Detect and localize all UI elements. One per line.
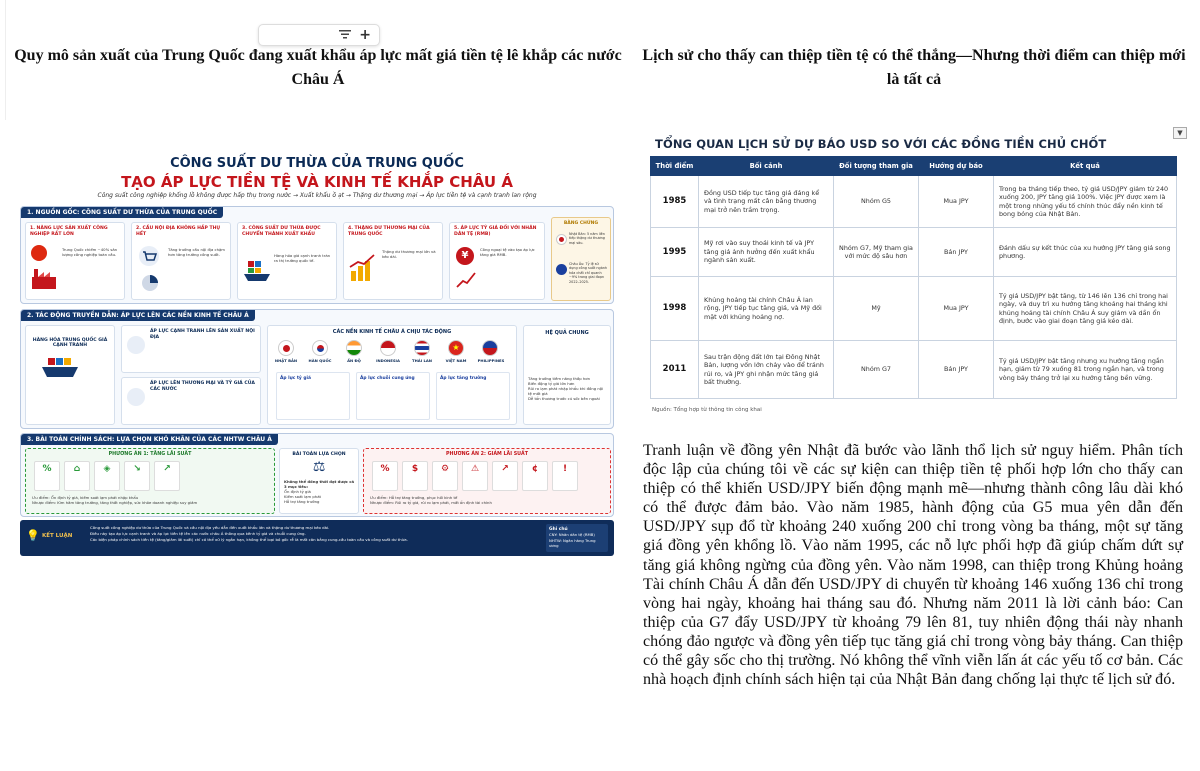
dilemma-box xyxy=(279,448,359,514)
impact-col-title: Áp lực tăng trưởng xyxy=(440,376,487,381)
impact-col xyxy=(276,372,350,420)
vietnam-flag-icon: ★ xyxy=(448,340,464,356)
section-origin-title: 1. NGUỒN GỐC: CÔNG SUẤT DƯ THỪA CỦA TRUNG QUỐC xyxy=(21,207,223,218)
cell-direction: Mua JPY xyxy=(919,277,994,341)
plus-icon[interactable]: + xyxy=(359,27,371,43)
history-table-image xyxy=(646,127,1190,419)
philippines-flag-icon xyxy=(482,340,498,356)
option-raise-pro: Ưu điểm: Ổn định tỷ giá, kiềm soát lạm phát nhập khẩu xyxy=(32,495,139,500)
factory-icon xyxy=(30,267,58,289)
cell-direction: Bán JPY xyxy=(919,341,994,399)
origin-card-title: 4. THẶNG DƯ THƯƠNG MẠI CỦA TRUNG QUỐC xyxy=(348,226,430,237)
conclusion-label: KẾT LUẬN xyxy=(42,533,73,539)
pressure-domestic-title: ÁP LỰC CẠNH TRANH LÊN SẢN XUẤT NỘI ĐỊA xyxy=(150,329,255,340)
coin-icon: ¢ xyxy=(522,461,548,491)
upward-chart-icon xyxy=(456,271,476,289)
section-origin xyxy=(20,206,614,304)
origin-card-text: Hàng hóa giá cạnh tranh tràn ra thị trường quốc tế. xyxy=(274,253,331,263)
history-table xyxy=(650,156,1177,399)
infographic-title-2: TẠO ÁP LỰC TIỀN TỆ VÀ KINH TẾ KHẮP CHÂU Á xyxy=(121,173,513,191)
origin-card-text: Tăng trưởng cầu nội địa chậm hơn tăng trưởng công suất. xyxy=(168,247,226,257)
consequence-item: Tăng trưởng tiềm năng thấp hơn xyxy=(528,376,590,381)
conclusion-line: Các biện pháp chính sách tiền tệ (tăng/giảm lãi suất) chỉ có thể xử lý ngắn hạn, không thể loại bỏ gốc rễ là mất cân bằng cung-cầu toàn cầu và công suất dư thừa. xyxy=(90,537,408,542)
evidence-box xyxy=(551,217,611,301)
origin-card xyxy=(25,222,125,300)
pressure-domestic-box xyxy=(121,325,261,373)
table-header: Hướng dự báo xyxy=(919,157,994,176)
conclusion-text xyxy=(90,525,530,543)
notes-box xyxy=(546,524,608,552)
chevron-down-icon[interactable]: ▼ xyxy=(1173,127,1187,139)
origin-card xyxy=(131,222,231,300)
japan-flag-icon xyxy=(556,234,567,245)
balance-scale-icon: ⚖ xyxy=(312,459,326,475)
cell-result: Trong ba tháng tiếp theo, tỷ giá USD/JPY giảm từ 240 xuống 200, JPY tăng giá 100%. Việc JPY được xem là một trong những yếu tố chính thúc đẩy nền kinh tế bong bóng của Nhật Bản. xyxy=(994,176,1177,228)
origin-card-text: Công ngoại tệ vào tạo áp lực tăng giá RMB. xyxy=(480,247,535,257)
table-header: Thời điểm xyxy=(651,157,699,176)
cart-icon xyxy=(138,245,160,267)
origin-card-title: 2. CẦU NỘI ĐỊA KHÔNG HẤP THỤ HẾT xyxy=(136,226,221,237)
china-flag-icon xyxy=(31,245,47,261)
table-title: TỔNG QUAN LỊCH SỬ DỰ BÁO USD SO VỚI CÁC ĐỒNG TIỀN CHỦ CHỐT xyxy=(655,137,1107,151)
chart-up-icon: ↗ xyxy=(154,461,180,491)
bike-icon: ⚙ xyxy=(432,461,458,491)
cargo-ship-icon xyxy=(40,356,80,380)
india-flag-icon xyxy=(346,340,362,356)
option-raise-con: Nhược điểm: Kìm hãm tăng trưởng, tăng thất nghiệp, sức khỏe doanh nghiệp suy giảm xyxy=(32,500,198,505)
impact-col xyxy=(436,372,510,420)
table-row xyxy=(651,176,1177,228)
economies-title: CÁC NỀN KINH TẾ CHÂU Á CHỊU TÁC ĐỘNG xyxy=(332,329,452,335)
korea-flag-icon xyxy=(312,340,328,356)
table-header-row xyxy=(651,157,1177,176)
cell-result: Đánh dấu sự kết thúc của xu hướng JPY tăng giá song phương. xyxy=(994,228,1177,277)
option-cut-pro: Ưu điểm: Hỗ trợ tăng trưởng, phục hồi kinh tế xyxy=(370,495,458,500)
country-label: THÁI LAN xyxy=(412,358,432,363)
cell-direction: Mua JPY xyxy=(919,176,994,228)
table-row xyxy=(651,341,1177,399)
chart-up-icon: ↗ xyxy=(492,461,518,491)
money-icon: $ xyxy=(402,461,428,491)
infographic-subtitle: Công suất công nghiệp khổng lồ không được hấp thụ trong nước → Xuất khẩu ồ ạt → Thặng dư thương mại → Áp lực tiền tệ và cạnh tranh lan rộng xyxy=(97,192,537,199)
impact-col-title: Áp lực tỷ giá xyxy=(280,376,311,381)
section-policy-title: 3. BÀI TOÁN CHÍNH SÁCH: LỰA CHỌN KHÓ KHĂN CỦA CÁC NHTW CHÂU Á xyxy=(21,434,278,445)
cell-result: Tỷ giá USD/JPY bật tăng nhưng xu hướng tăng ngắn hạn, giảm từ 79 xuống 81 trong ngắn hạn, và trong vòng bảy tháng trở lại xu hướng tăng bền vững. xyxy=(994,341,1177,399)
origin-card-text: Trung Quốc chiếm ~40% sản lượng công nghiệp toàn cầu. xyxy=(62,247,118,257)
option-cut-title: PHƯƠNG ÁN 2: GIẢM LÃI SUẤT xyxy=(445,452,529,457)
note-item: NHTW: Ngân hàng Trung ương xyxy=(549,537,596,549)
infographic-title: CÔNG SUẤT DƯ THỪA CỦA TRUNG QUỐC xyxy=(170,156,464,171)
pressure-trade-box xyxy=(121,377,261,425)
chart-down-icon: ↘ xyxy=(124,461,150,491)
cell-context: Sau trận động đất lớn tại Đông Nhật Bản, lượng vốn lớn chảy vào để tránh rủi ro, và JPY ghi nhận mức tăng giá bất thường. xyxy=(699,341,834,399)
table-header: Bối cảnh xyxy=(699,157,834,176)
section-transmission-title: 2. TÁC ĐỘNG TRUYỀN DẪN: ÁP LỰC LÊN CÁC NỀN KINH TẾ CHÂU Á xyxy=(21,310,255,321)
option-cut-con: Nhược điểm: Rủi ro tỷ giá, rủi ro lạm phát, mất ổn định tài chính xyxy=(370,500,492,505)
left-edge-strip xyxy=(0,0,6,120)
left-heading: Quy mô sản xuất của Trung Quốc đang xuất khẩu áp lực mất giá tiền tệ lê khắp các nước Châu Á xyxy=(14,47,622,88)
cell-year: 2011 xyxy=(651,341,699,399)
note-item: CNY: Nhân dân tệ (RMB) xyxy=(549,532,595,538)
option-cut-notes xyxy=(370,495,606,505)
country-label: ẤN ĐỘ xyxy=(347,358,361,363)
percent-icon: % xyxy=(372,461,398,491)
country-label: NHẬT BẢN xyxy=(274,358,298,363)
shield-icon: ◈ xyxy=(94,461,120,491)
dilemma-item: Ổn định tỷ giá xyxy=(284,489,311,494)
body-paragraph: Tranh luận về đồng yên Nhật đã bước vào lãnh thổ lịch sử nguy hiểm. Phân tích độc lập của chúng tôi về các sự kiện can thiệp tiền tệ phối hợp lớn cho thấy can thiệp có thể khiến USD/JPY biến động mạnh mẽ—nhưng thành công lâu dài khó có thể được đảm bảo. Vào năm 1985, hành động của G5 mua yên dẫn đến USD/JPY sụp đổ từ khoảng 240 xuống 200 chỉ trong vòng ba tháng, một sự tăng giá đồng yên khổng lồ. Vào năm 1995, các nỗ lực phối hợp đã giúp chấm dứt sự tăng giá không ngừng của đồng yên. Vào năm 1998, can thiệp trong Khủng hoảng Tài chính Châu Á dẫn đến USD/JPY di chuyển từ khoảng 146 xuống 136 chỉ trong vòng hai ngày, khoảng hai tháng sau đó. Nhưng năm 2011 là lời cảnh báo: Can thiệp của G7 đẩy USD/JPY từ khoảng 79 lên 81, tuy nhiên động thái này nhanh chóng đảo ngược và đồng yên tiếp tục tăng giá chỉ trong vòng bảy tháng. Can thiệp có thể gây sốc cho thị trường. Nó không thể vĩnh viễn lấn át các yếu tố cơ bản. Các nhà hoạch định chính sách hiện tại của Nhật Bản đang chống lại thực tế lịch sử đó. xyxy=(643,442,1183,689)
origin-card xyxy=(449,222,545,300)
consequences-box xyxy=(523,325,611,425)
dilemma-item: Kiềm soát lạm phát xyxy=(284,494,322,499)
cell-direction: Bán JPY xyxy=(919,228,994,277)
option-raise-rates xyxy=(25,448,275,514)
table-row xyxy=(651,228,1177,277)
chinese-goods-label: HÀNG HÓA TRUNG QUỐC GIÁ CẠNH TRANH xyxy=(32,338,108,348)
alert-icon: ! xyxy=(552,461,578,491)
cell-context: Đồng USD tiếp tục tăng giá đáng kể và tình trạng mất cân bằng thương mại trở nên trầm trọng. xyxy=(699,176,834,228)
eu-flag-icon xyxy=(556,264,567,275)
evidence-japan: Nhật Bản: 5 năm liên tiếp thặng dư thương mại sâu. xyxy=(569,232,605,245)
cell-context: Khủng hoảng tài chính Châu Á lan rộng, JPY tiếp tục tăng giá, và Mỹ đối mặt với khủng hoảng nợ. xyxy=(699,277,834,341)
cell-year: 1985 xyxy=(651,176,699,228)
table-header: Kết quả xyxy=(994,157,1177,176)
impact-col-title: Áp lực chuỗi cung ứng xyxy=(360,376,415,381)
table-row xyxy=(651,277,1177,341)
conclusion-line: Công suất công nghiệp dư thừa của Trung Quốc và cầu nội địa yếu dẫn đến xuất khẩu lớn và thặng dư thương mại kéo dài. xyxy=(90,525,330,530)
cell-participants: Nhóm G7, Mỹ tham gia với mức độ sâu hơn xyxy=(834,228,919,277)
pressure-trade-title: ÁP LỰC LÊN THƯƠNG MẠI VÀ TỶ GIÁ CỦA CÁC NƯỚC xyxy=(150,381,255,392)
cell-participants: Nhóm G7 xyxy=(834,341,919,399)
coins-chart-icon xyxy=(348,253,378,283)
option-raise-title: PHƯƠNG ÁN 1: TĂNG LÃI SUẤT xyxy=(108,452,192,457)
percent-icon: % xyxy=(34,461,60,491)
country-label: INDONESIA xyxy=(376,358,400,363)
origin-card-title: 1. NĂNG LỰC SẢN XUẤT CÔNG NGHIỆP RẤT LỚN xyxy=(30,226,108,237)
warning-icon: ⚠ xyxy=(462,461,488,491)
consequences-title: HỆ QUẢ CHUNG xyxy=(545,330,589,336)
origin-card xyxy=(237,222,337,300)
notes-title: Ghi chú xyxy=(549,527,568,532)
origin-card xyxy=(343,222,443,300)
economies-box xyxy=(267,325,517,425)
right-heading: Lịch sử cho thấy can thiệp tiền tệ có thể thắng—Nhưng thời điểm can thiệp mới là tất cả xyxy=(642,47,1186,88)
conclusion-bar xyxy=(20,520,614,556)
origin-card-title: 3. CÔNG SUẤT DƯ THỪA ĐƯỢC CHUYỂN THÀNH XUẤT KHẨU xyxy=(242,226,321,237)
section-transmission xyxy=(20,309,614,429)
option-cut-rates xyxy=(363,448,611,514)
cell-participants: Mỹ xyxy=(834,277,919,341)
yuan-icon: ¥ xyxy=(456,247,474,265)
consequence-item: Dễ tổn thương trước cú sốc bên ngoài xyxy=(528,396,600,401)
scale-pressure-icon xyxy=(127,388,145,406)
consequence-item: Rủi ro lạm phát nhập khẩu khi đồng nội tệ mất giá xyxy=(528,386,604,396)
factory-pressure-icon xyxy=(127,336,145,354)
indonesia-flag-icon xyxy=(380,340,396,356)
table-source: Nguồn: Tổng hợp từ thông tin công khai xyxy=(652,407,762,413)
japan-flag-icon xyxy=(278,340,294,356)
cell-participants: Nhóm G5 xyxy=(834,176,919,228)
dilemma-item: Hỗ trợ tăng trưởng xyxy=(284,499,320,504)
section-policy xyxy=(20,433,614,517)
cell-result: Tỷ giá USD/JPY bật tăng, từ 146 lên 136 chỉ trong hai ngày, và duy trì xu hướng tăng khoảng hai tháng khi khủng hoảng tài chính Châu Á suy giảm và dần ổn định, bước vào giai đoạn tăng giá kéo dài. xyxy=(994,277,1177,341)
conclusion-line: Điều này tạo áp lực cạnh tranh và áp lực tiền tệ lên các nước châu Á thông qua kênh tỷ giá và chuỗi cung ứng. xyxy=(90,531,306,536)
cell-year: 1995 xyxy=(651,228,699,277)
dilemma-title: BÀI TOÁN LỰA CHỌN xyxy=(292,452,346,457)
chinese-goods-box xyxy=(25,325,115,425)
origin-card-text: Thặng dư thương mại lớn và kéo dài. xyxy=(382,249,436,259)
dilemma-intro: Không thể đồng thời đạt được cả 3 mục tiêu: xyxy=(284,479,355,489)
consequences-list xyxy=(528,376,607,401)
impact-col xyxy=(356,372,430,420)
thailand-flag-icon xyxy=(414,340,430,356)
country-label: VIỆT NAM xyxy=(445,358,467,363)
evidence-title: BẰNG CHỨNG xyxy=(563,221,599,226)
table-header: Đối tượng tham gia xyxy=(834,157,919,176)
evidence-europe: Châu Âu: Tỷ lệ sử dụng công suất ngành hóa chất chỉ quanh ~9% trong giai đoạn 2022–2025. xyxy=(569,262,608,284)
consequence-item: Biến động tỷ giá lớn hơn xyxy=(528,381,575,386)
sort-lines-icon[interactable] xyxy=(339,28,351,43)
country-label: HÀN QUỐC xyxy=(308,358,332,363)
origin-card-title: 5. ÁP LỰC TỶ GIÁ ĐỐI VỚI NHÂN DÂN TỆ (RMB) xyxy=(454,226,537,237)
country-label: PHILIPPINES xyxy=(477,358,505,363)
cell-year: 1998 xyxy=(651,277,699,341)
pie-chart-icon xyxy=(140,273,160,293)
dilemma-text xyxy=(284,479,355,504)
lightbulb-icon: 💡 xyxy=(26,529,40,542)
infographic-image xyxy=(18,152,616,560)
floating-toolbar xyxy=(258,24,380,46)
bank-icon: ⌂ xyxy=(64,461,90,491)
cell-context: Mỹ rơi vào suy thoái kinh tế và JPY tăng giá ảnh hưởng đến xuất khẩu ngành sản xuất. xyxy=(699,228,834,277)
option-raise-notes xyxy=(32,495,270,505)
ship-icon xyxy=(242,257,272,283)
